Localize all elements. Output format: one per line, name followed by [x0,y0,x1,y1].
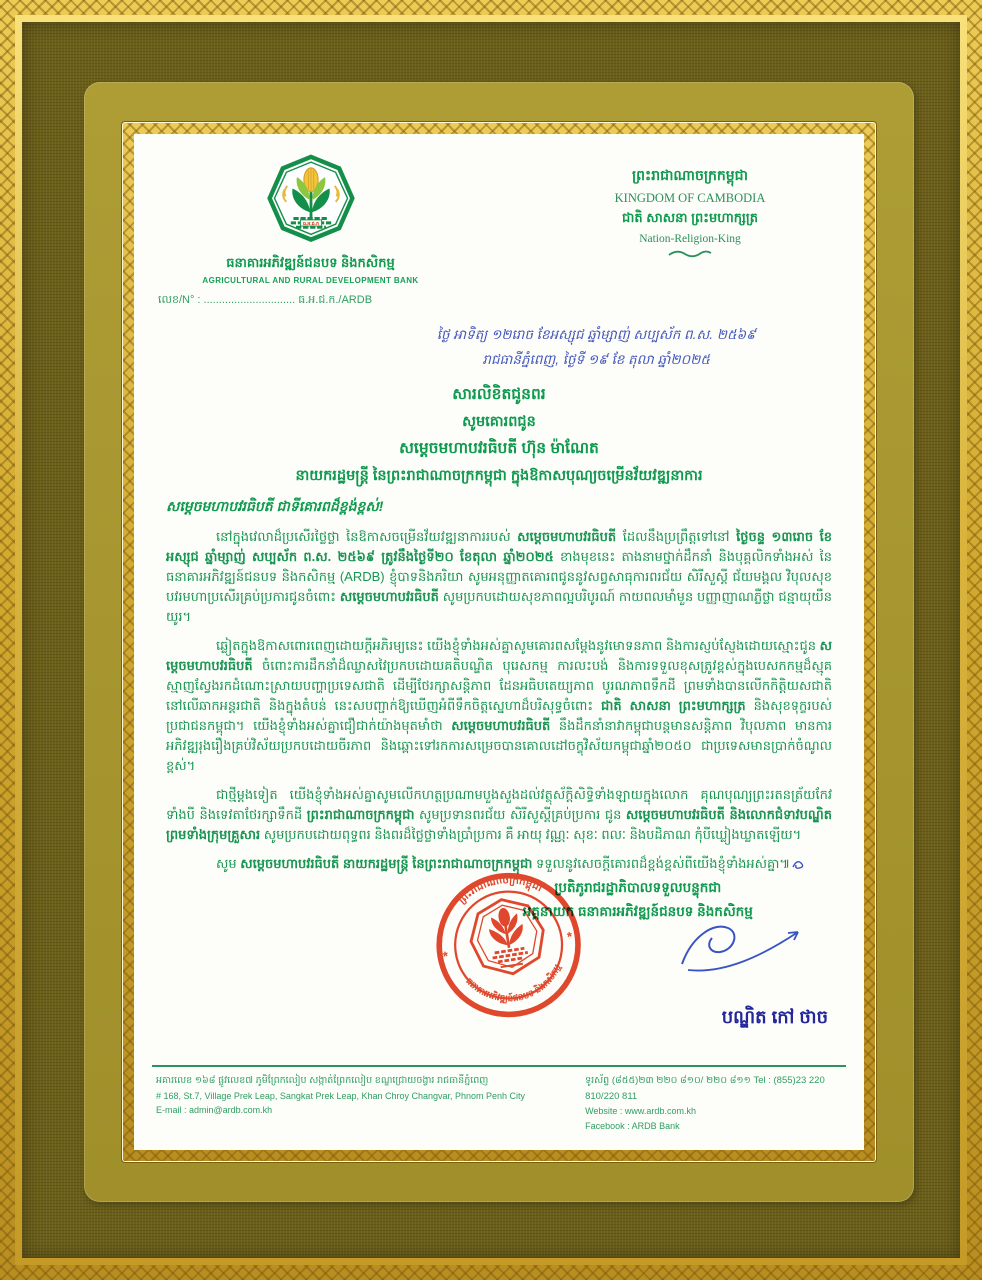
frame-mat-light-olive [84,82,914,1202]
svg-text:ធនាគារអភិវឌ្ឍន៍ជនបទ និងកសិកម្ម [463,961,568,1011]
paragraph-2: ឆ្លៀតក្នុងឱកាសពោរពេញដោយក្តីអភិរម្យនេះ យើងខ្ញុំទាំងអស់គ្នាសូមគោរពសម្តែងនូវមោទនភាព និងការស្ញប់ស្ញែងដោយស្មោះជូន សម្តេចមហាបវរធិបតី ចំពោះការដឹកនាំដ៏ឈ្លាសវៃប្រកបដោយគតិបណ្ឌិត បុរេសកម្ម ការលះបង់ និងការទទួលខុសត្រូវខ្ពស់ក្នុងបេសកកម្មដ៏ស្មុគស្មាញស្វែងរកដំណោះស្រាយបញ្ហាប្រទេសជាតិ ដើម្បីថែរក្សាសន្តិភាព ដែនអធិបតេយ្យភាព បូរណភាពទឹកដី ព្រមទាំងបានលើកកិត្តិយសជាតិនៅលើឆាកអន្តរជាតិ និងក្នុងតំបន់ នេះសបញ្ជាក់ឱ្យឃើញអំពីទឹកចិត្តស្នេហាដ៏បរិសុទ្ធចំពោះ ជាតិ សាសនា ព្រះមហាក្សត្រ និងសុខទុក្ខរបស់ប្រជាជនកម្ពុជា។ យើងខ្ញុំទាំងអស់គ្នាជឿជាក់យ៉ាងមុតមាំថា សម្តេចមហាបវរធិបតី នឹងដឹកនាំនាវាកម្ពុជាបន្តមានសន្តិភាព វិបុលភាព មានការអភិវឌ្ឍរុងរឿងគ្រប់វិស័យប្រកបដោយចីរភាព និងឆ្ពោះទៅរកការសម្រេចបានគោលដៅចក្ខុវិស័យកម្ពុជាឆ្នាំ២០៥០ ជាប្រទេសមានប្រាក់ចំណូលខ្ពស់។ [166,637,832,773]
footer-address-column [156,1073,567,1134]
footer-address-english: # 168, St.7, Village Prek Leap, Sangkat Prek Leap, Khan Chroy Changvar, Phnom Penh City [156,1090,526,1101]
letter-body [152,518,846,874]
stamp-star-right: * [565,928,573,945]
civil-date-line: រាជធានីភ្នំពេញ, ថ្ងៃទី ១៩ ខែ តុលា ឆ្នាំ២០២៥ [482,351,710,367]
paragraph-3: ជាថ្មីម្តងទៀត យើងខ្ញុំទាំងអស់គ្នាសូមលើកហត្ថប្រណាមបួងសួងដល់វត្ថុស័ក្តិសិទ្ធិទាំងឡាយក្នុងលោក គុណបុណ្យព្រះរតនត្រ័យកែវទាំងបី និងទេវតាថែរក្សាទឹកដី ព្រះរាជាណាចក្រកម្ពុជា សូមប្រទានពរជ័យ សិរីសួស្តីគ្រប់ប្រការ ជូន សម្តេចមហាបវរធិបតី និងលោកជំទាវបណ្ឌិត ព្រមទាំងក្រុមគ្រួសារ សូមប្រកបដោយពុទ្ធពរ និងពរដ៏ថ្លៃថ្លាទាំងប្រាំប្រការ គឺ អាយុ វណ្ណៈ សុខៈ ពលៈ និងបដិភាណ កុំបីឃ្លៀងឃ្លាតឡើយ។ [166,786,833,842]
gold-frame-inner-band [15,15,967,1265]
stamp-ring-top-text: ព្រះរាជាណាចក្រកម្ពុជា [456,874,544,906]
svg-text:ធ.អ.ជ.ក: ធ.អ.ជ.ក [302,222,319,228]
footer-address-khmer: អគារលេខ ១៦៨ ផ្លូវលេខ៧ ភូមិព្រែកលៀប សង្កាត់ព្រែកលៀប ខណ្ឌជ្រោយចង្វារ រាជធានីភ្នំពេញ [156,1074,489,1086]
recipient-title-line: នាយករដ្ឋមន្ត្រី នៃព្រះរាជាណាចក្រកម្ពុជា ក្នុងឱកាសបុណ្យចម្រើនវ័យវឌ្ឍនាការ [295,467,703,484]
letter-paper [136,136,862,1148]
kingdom-title-english: KINGDOM OF CAMBODIA [614,191,766,205]
frame-mat-dark-olive [22,22,960,1258]
stamp-star-left: * [441,948,449,964]
motto-khmer: ជាតិ សាសនា ព្រះមហាក្សត្រ [622,210,758,225]
letter-footer [152,1065,846,1136]
bank-name-english: AGRICULTURAL AND RURAL DEVELOPMENT BANK [202,276,419,285]
bank-identity-block [158,154,463,309]
footer-email: E-mail : admin@ardb.com.kh [156,1105,273,1116]
signature-block [430,876,846,1034]
lunar-date-line: ថ្ងៃ អាទិត្យ ១២រោច ខែអស្សុជ ឆ្នាំម្សាញ់ សប្បស័ក ព.ស. ២៥៦៩ [436,327,756,342]
stamp-ring-bottom-text: ធនាគារអភិវឌ្ឍន៍ជនបទ និងកសិកម្ម [463,962,563,1004]
footer-website: Website : www.ardb.com.kh [585,1106,696,1117]
kingdom-header-block [540,154,840,263]
salutation-line: សម្តេចមហាបវរធិបតី ជាទីគោរពដ៏ខ្ពង់ខ្ពស់! [166,497,384,514]
recipient-name-line: សម្តេចមហាបវរធិបតី ហ៊ុន ម៉ាណែត [399,439,599,457]
bank-name-khmer: ធនាគារអភិវឌ្ឍន៍ជនបទ និងកសិកម្ម [226,255,395,270]
letterhead [152,152,846,309]
handwritten-signature [676,912,816,987]
paragraph-1: នៅក្នុងវេលាដ៏ប្រសើរថ្លៃថ្លា នៃឱកាសចម្រើនវ័យវឌ្ឍនាការរបស់ សម្តេចមហាបវរធិបតី ដែលនឹងប្រព្រឹត្តទៅនៅ ថ្ងៃចន្ទ ១៣រោច ខែអស្សុជ ឆ្នាំម្សាញ់ សប្បស័ក ព.ស. ២៥៦៩ ត្រូវនឹងថ្ងៃទី២០ ខែតុលា ឆ្នាំ២០២៥ ខាងមុខនេះ តាងនាមថ្នាក់ដឹកនាំ និងបុគ្គលិកទាំងអស់ នៃធនាគារអភិវឌ្ឍន៍ជនបទ និងកសិកម្ម (ARDB) ខ្ញុំបាទនិងភរិយា សូមអនុញ្ញាតគោរពជូននូវសព្វសាធុការពរជ័យ សិរីសួស្តី ជ័យមង្គល វិបុលសុខ បវរមហាប្រសើរគ្រប់ប្រការជូនចំពោះ សម្តេចមហាបវរធិបតី សូមប្រកបដោយសុខភាពល្អបរិបូរណ៍ កាយពលមាំមួន បញ្ញាញាណភ្លឺថ្លា ជន្មាយុយឺនយូរ។ [166,528,832,624]
respectfully-addressed-line: សូមគោរពជូន [462,413,536,430]
letter-title-block [152,381,846,489]
motto-english: Nation-Religion-King [639,233,741,245]
closing-text: សូម សម្តេចមហាបវរធិបតី នាយករដ្ឋមន្ត្រី នៃព្រះរាជាណាចក្រកម្ពុជា ទទួលនូវសេចក្តីគោរពដ៏ខ្ពង់ខ្ពស់ពីយើងខ្ញុំទាំងអស់គ្នា៕ [216,855,791,871]
signer-role-line-1: ប្រតិភូរាជរដ្ឋាភិបាលទទួលបន្ទុកជា [554,879,722,895]
red-seal-icon [422,859,594,1031]
signer-name: បណ្ឌិត កៅ ថាច [721,1006,828,1027]
motto-divider-squiggle-icon [667,250,713,258]
footer-facebook: Facebook : ARDB Bank [585,1121,680,1132]
reference-number-line: លេខ/N° : .............................. ធ.អ.ជ.ក./ARDB [158,294,373,306]
signer-role-line-2: អគ្គនាយក ធនាគារអភិវឌ្ឍន៍ជនបទ និងកសិកម្ម [522,904,753,920]
signature-scribble-icon [676,912,816,982]
letter-type-title: សារលិខិតជូនពរ [452,385,546,403]
ardb-bank-logo-icon [267,154,355,246]
date-block [346,323,846,373]
footer-phone: ទូរស័ព្ទ (៨៥៥)២៣ ២២០ ៨១០/ ២២០ ៨១១ Tel : (855)23 220 810/220 811 [585,1074,825,1102]
official-red-seal-stamp [422,859,594,1036]
pen-flourish-icon [792,858,808,870]
kingdom-title-khmer: ព្រះរាជាណាចក្រកម្ពុជា [631,167,748,183]
footer-contact-column [585,1073,842,1134]
gold-frame-around-paper [122,122,876,1162]
